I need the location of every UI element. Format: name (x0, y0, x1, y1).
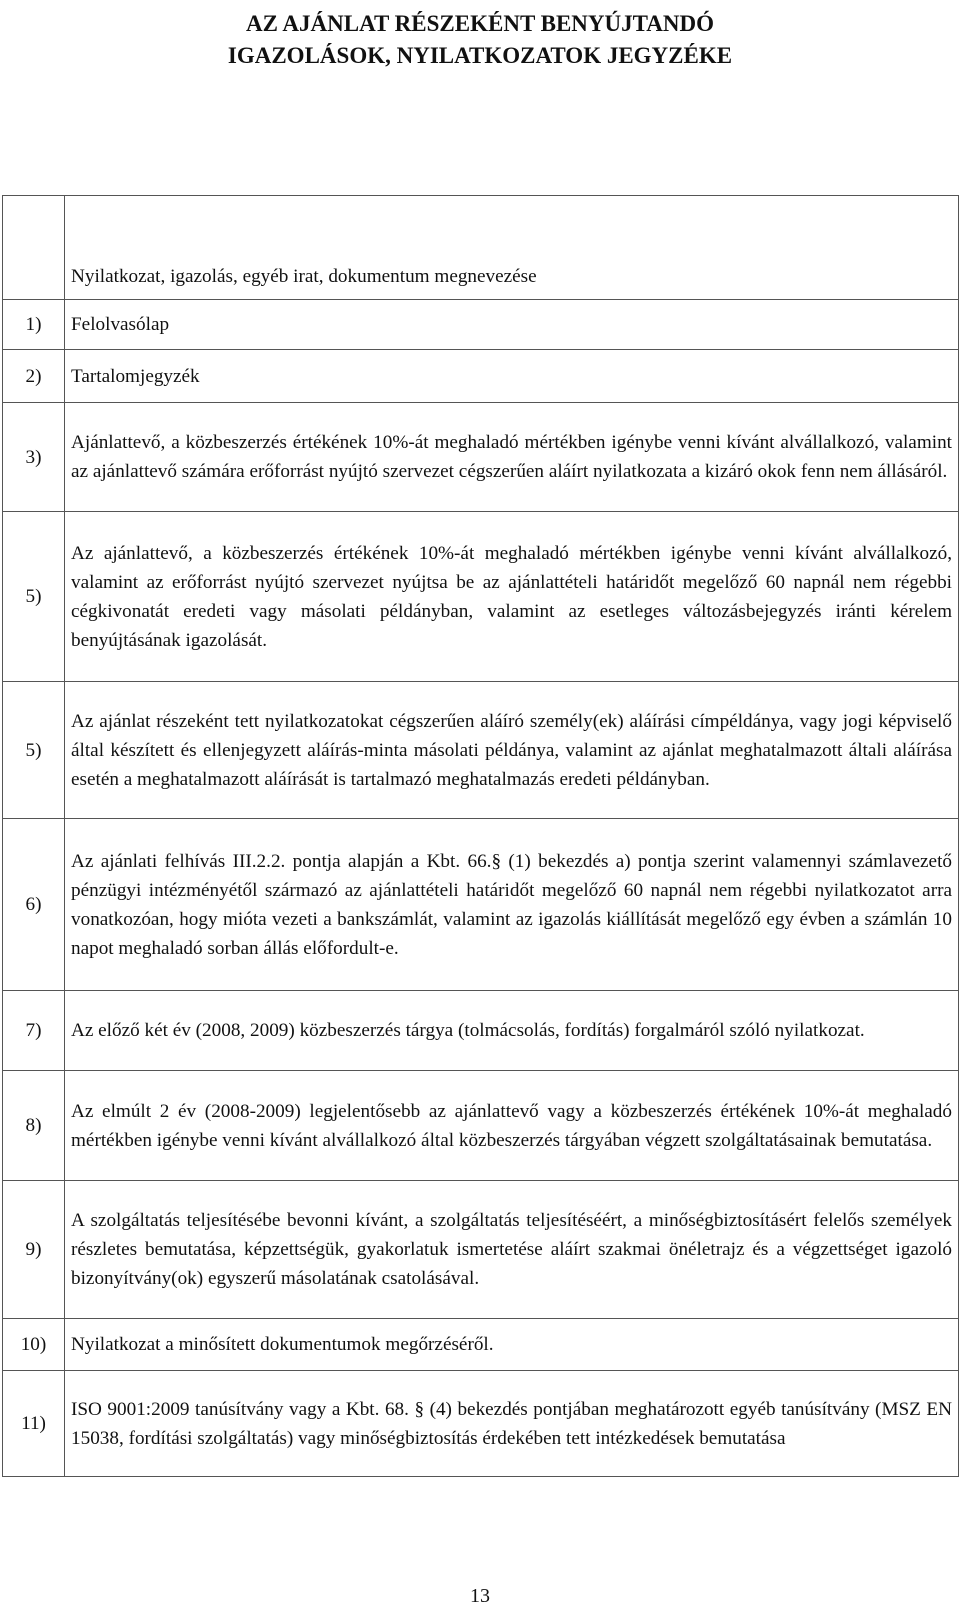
row-number: 8) (3, 1071, 65, 1181)
table-row (3, 682, 959, 819)
table-row (3, 350, 959, 403)
row-text: Tartalomjegyzék (71, 365, 200, 387)
document-list-table (2, 195, 959, 1477)
table-header-row (3, 196, 959, 300)
row-text-cell (65, 1181, 959, 1319)
header-title: Nyilatkozat, igazolás, egyéb irat, dokumentum megnevezése (71, 266, 537, 287)
row-number: 2) (3, 350, 65, 403)
table-row (3, 512, 959, 682)
row-text-cell (65, 819, 959, 991)
row-text-cell (65, 682, 959, 819)
row-text: Nyilatkozat a minősített dokumentumok megőrzéséről. (71, 1334, 494, 1355)
row-text: Ajánlattevő, a közbeszerzés értékének 10%-át meghaladó mértékben igénybe venni kívánt alvállalkozó, valamint az ajánlattevő számára erőforrást nyújtó szervezet cégszerűen aláírt nyilatkozata a kizáró okok fenn nem állásáról. (71, 432, 952, 482)
table-row (3, 991, 959, 1071)
row-number: 6) (3, 819, 65, 991)
row-number: 11) (3, 1371, 65, 1477)
row-number: 1) (3, 300, 65, 350)
page-number: 13 (470, 1585, 490, 1607)
row-text-cell (65, 1371, 959, 1477)
row-number: 10) (3, 1319, 65, 1371)
table-row (3, 403, 959, 512)
header-number-cell (3, 196, 65, 300)
row-number: 5) (3, 682, 65, 819)
row-text-cell (65, 991, 959, 1071)
table-row (3, 1071, 959, 1181)
document-title (0, 8, 960, 72)
table-row (3, 1181, 959, 1319)
row-text: Az ajánlattevő, a közbeszerzés értékének 10%-át meghaladó mértékben igénybe venni kívánt alvállalkozó, valamint az erőforrást nyújtó szervezet nyújtsa be az ajánlattételi határidőt megelőző 60 napnál nem régebbi cégkivonatát eredeti vagy másolati példányban, valamint az esetleges változásbejegyzés iránti kérelem benyújtásának igazolását. (71, 542, 952, 651)
row-text-cell (65, 403, 959, 512)
row-text: Az elmúlt 2 év (2008-2009) legjelentősebb az ajánlattevő vagy a közbeszerzés értékének 10%-át meghaladó mértékben igénybe venni kívánt alvállalkozó által közbeszerzés tárgyában végzett szolgáltatásainak bemutatása. (71, 1100, 952, 1151)
table-row (3, 1319, 959, 1371)
row-text-cell (65, 1071, 959, 1181)
title-line-2: IGAZOLÁSOK, NYILATKOZATOK JEGYZÉKE (227, 43, 733, 68)
row-text-cell (65, 512, 959, 682)
title-line-1: AZ AJÁNLAT RÉSZEKÉNT BENYÚJTANDÓ (246, 11, 714, 36)
row-text: Felolvasólap (71, 314, 170, 335)
row-text-cell (65, 1319, 959, 1371)
row-number: 7) (3, 991, 65, 1071)
row-text-cell (65, 300, 959, 350)
table-row (3, 1371, 959, 1477)
row-text: Az ajánlati felhívás III.2.2. pontja alapján a Kbt. 66.§ (1) bekezdés a) pontja szerint valamennyi számlavezető pénzügyi intézményétől származó az ajánlattételi határidőt megelőző 60 napnál nem régebbi nyilatkozatot arra vonatkozóan, hogy mióta vezeti a bankszámlát, valamint az igazolás kiállítását megelőző egy évben a számlán 10 napot meghaladó sorban állás előfordult-e. (71, 850, 952, 959)
row-number: 9) (3, 1181, 65, 1319)
table-row (3, 300, 959, 350)
row-number: 5) (3, 512, 65, 682)
row-text: ISO 9001:2009 tanúsítvány vagy a Kbt. 68. § (4) bekezdés pontjában meghatározott egyéb tanúsítvány (MSZ EN 15038, fordítási szolgáltatás) vagy minőségbiztosítás érdekében tett intézkedések bemutatása (71, 1398, 952, 1449)
row-text: A szolgáltatás teljesítésébe bevonni kívánt, a szolgáltatás teljesítéséért, a minőségbiztosításért felelős személyek részletes bemutatása, képzettségük, gyakorlatuk ismertetése aláírt szakmai önéletrajz és a végzettséget igazoló bizonyítvány(ok) egyszerű másolatának csatolásával. (71, 1210, 952, 1289)
row-text-cell (65, 350, 959, 403)
row-number: 3) (3, 403, 65, 512)
table-row (3, 819, 959, 991)
header-title-cell (65, 196, 959, 300)
row-text: Az előző két év (2008, 2009) közbeszerzés tárgya (tolmácsolás, fordítás) forgalmáról szóló nyilatkozat. (71, 1020, 865, 1041)
row-text: Az ajánlat részeként tett nyilatkozatokat cégszerűen aláíró személy(ek) aláírási címpéldánya, vagy jogi képviselő által készített és ellenjegyzett aláírás-minta másolati példánya, valamint az ajánlat meghatalmazott általi aláírása esetén a meghatalmazott aláírását is tartalmazó meghatalmazás eredeti példányban. (71, 710, 952, 790)
